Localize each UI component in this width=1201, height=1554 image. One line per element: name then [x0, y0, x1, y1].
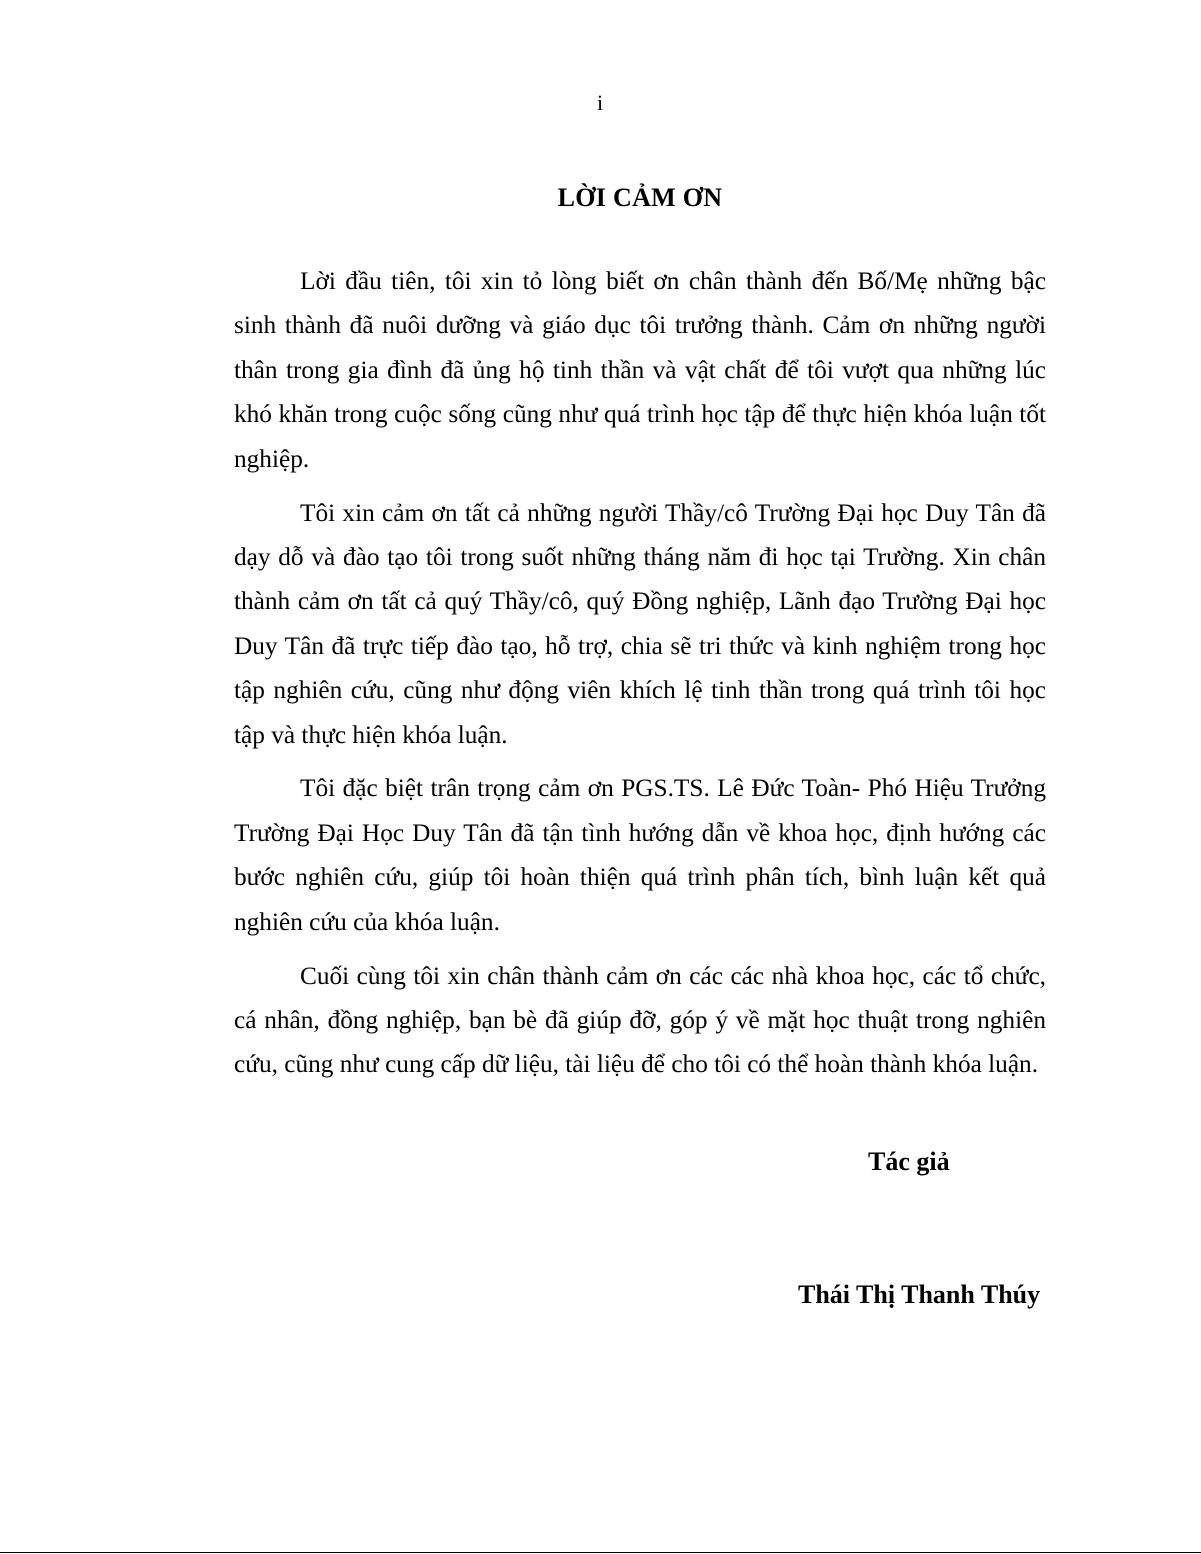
page-bottom-border [0, 1552, 1201, 1553]
page-title: LỜI CẢM ƠN [557, 183, 723, 212]
acknowledgement-body [234, 259, 1046, 1096]
paragraph-4: Cuối cùng tôi xin chân thành cảm ơn các các nhà khoa học, các tổ chức, cá nhân, đồng nghiệp, bạn bè đã giúp đỡ, góp ý về mặt học thuật trong nghiên cứu, cũng như cung cấp dữ liệu, tài liệu để cho tôi có thể hoàn thành khóa luận. [234, 961, 1046, 1079]
paragraph-3: Tôi đặc biệt trân trọng cảm ơn PGS.TS. Lê Đức Toàn- Phó Hiệu Trưởng Trường Đại Học Duy Tân đã tận tình hướng dẫn về khoa học, định hướng các bước nghiên cứu, giúp tôi hoàn thiện quá trình phân tích, bình luận kết quả nghiên cứu của khóa luận. [234, 774, 1046, 936]
paragraph-1: Lời đầu tiên, tôi xin tỏ lòng biết ơn chân thành đến Bố/Mẹ những bậc sinh thành đã nuôi dưỡng và giáo dục tôi trưởng thành. Cảm ơn những người thân trong gia đình đã ủng hộ tinh thần và vật chất để tôi vượt qua những lúc khó khăn trong cuộc sống cũng như quá trình học tập để thực hiện khóa luận tốt nghiệp. [234, 267, 1046, 473]
author-label: Tác giả [868, 1147, 950, 1176]
author-name: Thái Thị Thanh Thúy [798, 1280, 1041, 1309]
page-number: i [596, 90, 604, 115]
paragraph-2: Tôi xin cảm ơn tất cả những người Thầy/cô Trường Đại học Duy Tân đã dạy dỗ và đào tạo tôi trong suốt những tháng năm đi học tại Trường. Xin chân thành cảm ơn tất cả quý Thầy/cô, quý Đồng nghiệp, Lãnh đạo Trường Đại học Duy Tân đã trực tiếp đào tạo, hỗ trợ, chia sẽ tri thức và kinh nghiệm trong học tập nghiên cứu, cũng như động viên khích lệ tinh thần trong quá trình tôi học tập và thực hiện khóa luận. [234, 498, 1046, 749]
